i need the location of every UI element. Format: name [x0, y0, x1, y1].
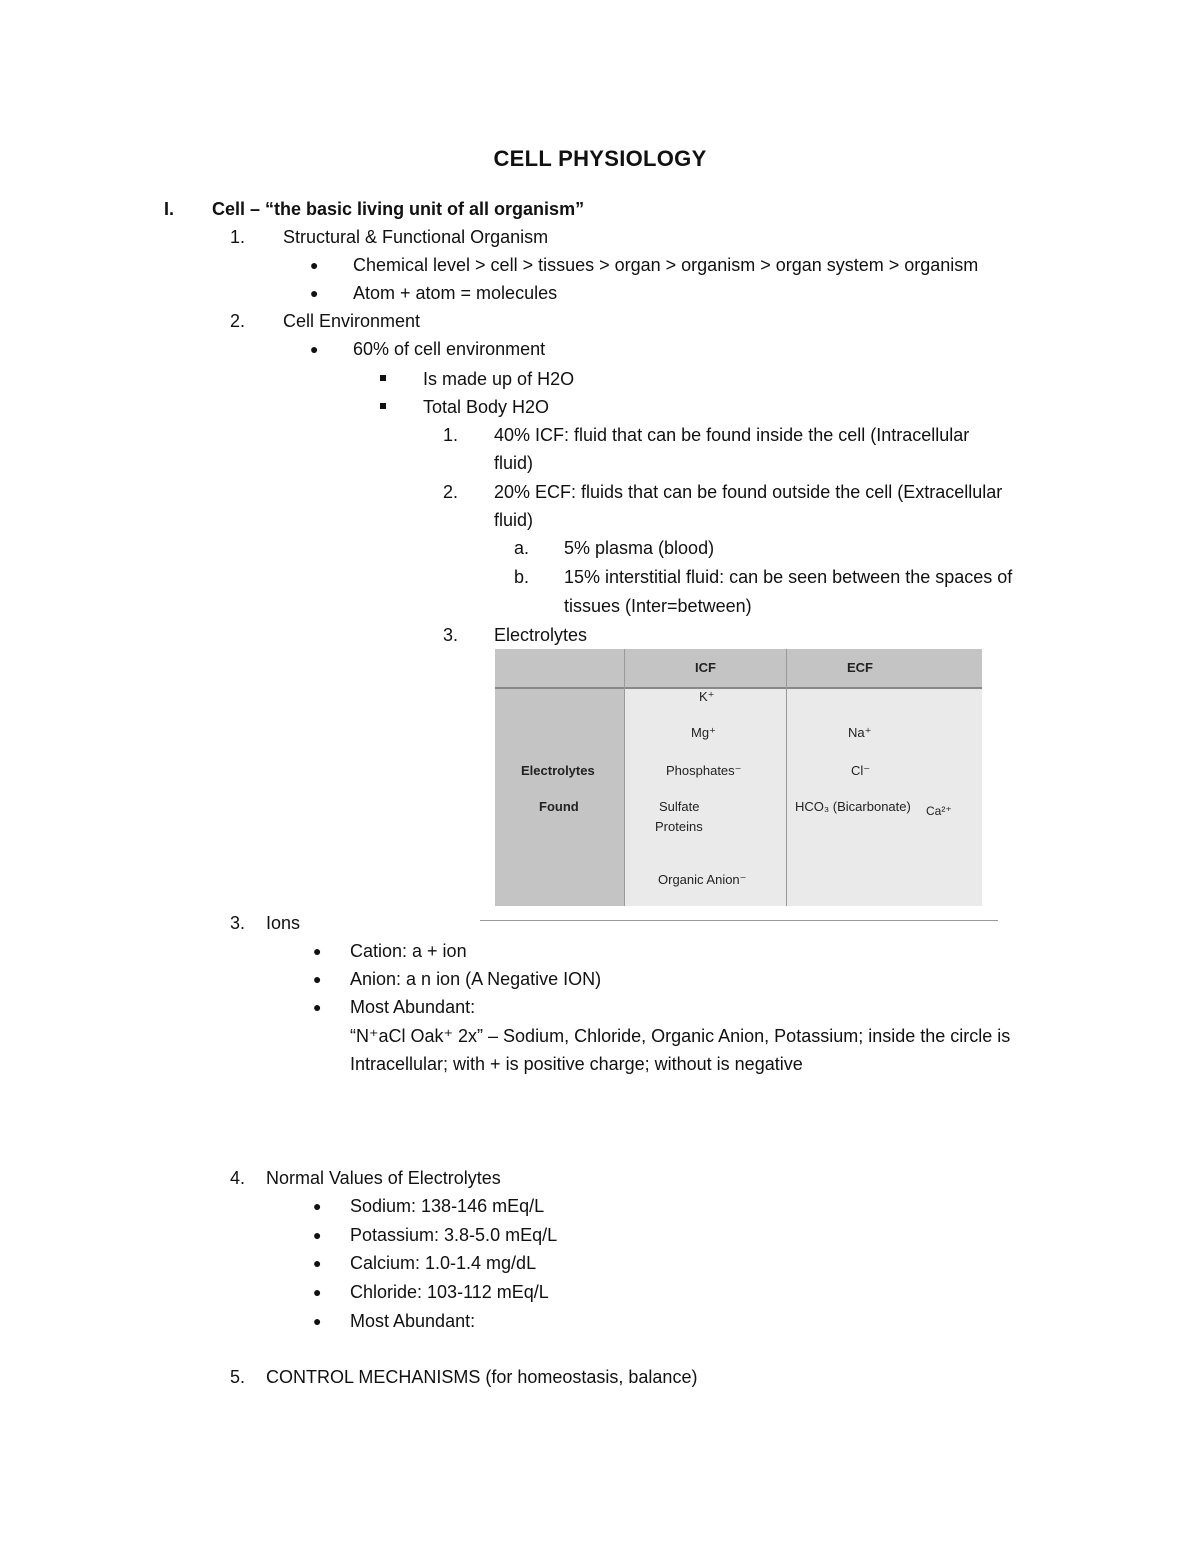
item4-bullet: Sodium: 138-146 mEq/L	[350, 1196, 545, 1216]
ecf-line2: fluid)	[494, 510, 534, 530]
item3-text: Ions	[266, 913, 301, 933]
item4-bullet: Calcium: 1.0-1.4 mg/dL	[350, 1253, 537, 1273]
table-ecf-item: Cl⁻	[851, 763, 871, 778]
icf-line2: fluid)	[494, 453, 534, 473]
table-ecf-item: Ca²⁺	[926, 804, 952, 818]
square-bullet-icon	[380, 375, 386, 381]
ecf-marker: 2.	[443, 482, 459, 502]
item2-bullet: 60% of cell environment	[353, 339, 546, 359]
item3-marker: 3.	[230, 913, 246, 933]
item3-bullet: Most Abundant:	[350, 997, 476, 1017]
bullet-icon: ●	[313, 943, 322, 959]
ecf-line1: 20% ECF: fluids that can be found outside the cell (Extracellular	[494, 482, 1003, 502]
item4-bullet: Most Abundant:	[350, 1311, 476, 1331]
item5-marker: 5.	[230, 1367, 246, 1387]
ecf-part-text: 15% interstitial fluid: can be seen between the spaces of	[564, 567, 1013, 587]
ecf-part-text-cont: tissues (Inter=between)	[564, 596, 752, 616]
icf-line1: 40% ICF: fluid that can be found inside the cell (Intracellular	[494, 425, 970, 445]
section-heading: Cell – “the basic living unit of all organism”	[212, 199, 585, 219]
bullet-icon: ●	[313, 1255, 322, 1271]
table-row-label: Electrolytes	[521, 763, 595, 778]
table-icf-item: Organic Anion⁻	[658, 872, 747, 887]
electrolytes-marker: 3.	[443, 625, 459, 645]
table-icf-item: Mg⁺	[691, 725, 716, 740]
table-row-label-cell	[495, 689, 624, 906]
item1-bullet: Chemical level > cell > tissues > organ > organism > organ system > organism	[353, 255, 979, 275]
table-ecf-item: Na⁺	[848, 725, 872, 740]
item5-text: CONTROL MECHANISMS (for homeostasis, balance)	[266, 1367, 698, 1387]
table-underline	[480, 920, 998, 921]
page-title: CELL PHYSIOLOGY	[493, 146, 707, 171]
ecf-part-marker: a.	[514, 538, 530, 558]
mnemonic-line: Intracellular; with + is positive charge; without is negative	[350, 1054, 803, 1074]
icf-marker: 1.	[443, 425, 459, 445]
item3-bullet: Cation: a + ion	[350, 941, 467, 961]
table-ecf-item: HCO₃ (Bicarbonate)	[795, 799, 911, 814]
bullet-icon: ●	[310, 285, 319, 301]
item4-bullet: Chloride: 103-112 mEq/L	[350, 1282, 549, 1302]
item3-bullet: Anion: a n ion (A Negative ION)	[350, 969, 602, 989]
ecf-part-marker: b.	[514, 567, 530, 587]
item1-text: Structural & Functional Organism	[283, 227, 549, 247]
bullet-icon: ●	[313, 1313, 322, 1329]
table-icf-item: Proteins	[655, 819, 703, 834]
table-icf-item: Phosphates⁻	[666, 763, 742, 778]
item4-bullet: Potassium: 3.8-5.0 mEq/L	[350, 1225, 558, 1245]
table-col-ecf: ECF	[847, 660, 873, 675]
ecf-part-text: 5% plasma (blood)	[564, 538, 715, 558]
bullet-icon: ●	[313, 971, 322, 987]
square-bullet-icon	[380, 403, 386, 409]
electrolytes-table	[495, 649, 982, 906]
table-icf-item: K⁺	[699, 689, 715, 704]
item2-text: Cell Environment	[283, 311, 421, 331]
item2-marker: 2.	[230, 311, 246, 331]
item4-marker: 4.	[230, 1168, 246, 1188]
bullet-icon: ●	[313, 1198, 322, 1214]
section-marker: I.	[164, 199, 175, 219]
table-divider	[624, 649, 625, 906]
item2-sub: Is made up of H2O	[423, 369, 575, 389]
item1-marker: 1.	[230, 227, 246, 247]
bullet-icon: ●	[313, 999, 322, 1015]
bullet-icon: ●	[310, 341, 319, 357]
item4-text: Normal Values of Electrolytes	[266, 1168, 501, 1188]
bullet-icon: ●	[313, 1227, 322, 1243]
table-col-icf: ICF	[695, 660, 716, 675]
electrolytes-heading: Electrolytes	[494, 625, 588, 645]
item2-sub: Total Body H2O	[423, 397, 550, 417]
table-divider	[786, 649, 787, 906]
item1-bullet: Atom + atom = molecules	[353, 283, 558, 303]
table-icf-item: Sulfate	[659, 799, 700, 814]
table-header-row	[495, 649, 982, 689]
mnemonic-line: “N⁺aCl Oak⁺ 2x” – Sodium, Chloride, Organic Anion, Potassium; inside the circle is	[350, 1026, 1011, 1046]
bullet-icon: ●	[313, 1284, 322, 1300]
bullet-icon: ●	[310, 257, 319, 273]
table-row-label: Found	[539, 799, 579, 814]
